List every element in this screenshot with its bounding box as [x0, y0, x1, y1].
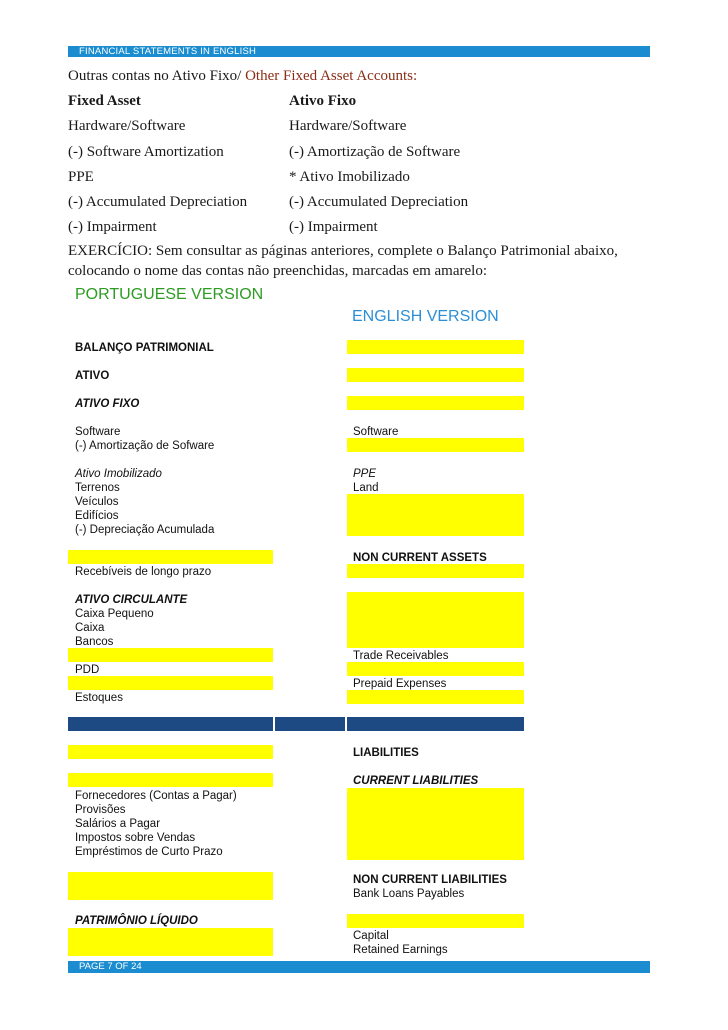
pt-account: PATRIMÔNIO LÍQUIDO: [75, 915, 198, 927]
pt-account: PDD: [75, 664, 100, 676]
blank-field[interactable]: [347, 662, 524, 676]
header-bar: [68, 46, 650, 57]
blank-field[interactable]: [68, 676, 273, 690]
glossary-row-pt: (-) Accumulated Depreciation: [289, 194, 469, 210]
blank-field[interactable]: [347, 788, 524, 860]
blank-field[interactable]: [347, 690, 524, 704]
pt-account: Edifícios: [75, 510, 119, 522]
divider-band: [68, 717, 273, 731]
pt-account: Empréstimos de Curto Prazo: [75, 846, 223, 858]
en-account: LIABILITIES: [353, 747, 419, 759]
glossary-row-en: (-) Accumulated Depreciation: [68, 194, 248, 210]
pt-account: ATIVO: [75, 370, 110, 382]
divider-band: [275, 717, 345, 731]
blank-field[interactable]: [347, 564, 524, 578]
blank-field[interactable]: [347, 396, 524, 410]
footer-bar: [68, 961, 650, 973]
blank-field[interactable]: [68, 928, 273, 956]
glossary-row-en: PPE: [68, 169, 94, 185]
glossary-header-en: Fixed Asset: [68, 93, 141, 109]
pt-account: Bancos: [75, 636, 114, 648]
blank-field[interactable]: [347, 494, 524, 536]
pt-account: Provisões: [75, 804, 126, 816]
page-number: PAGE 7 OF 24: [79, 961, 142, 972]
intro-line: [68, 68, 417, 85]
divider-band: [347, 717, 524, 731]
blank-field[interactable]: [68, 872, 273, 900]
intro-en: Other Fixed Asset Accounts:: [245, 68, 418, 84]
en-account: Bank Loans Payables: [353, 888, 465, 900]
en-account: Capital: [353, 930, 389, 942]
glossary-header-pt: Ativo Fixo: [289, 93, 357, 109]
glossary-row-en: (-) Impairment: [68, 219, 157, 235]
blank-field[interactable]: [68, 745, 273, 759]
pt-account: Recebíveis de longo prazo: [75, 566, 212, 578]
en-account: CURRENT LIABILITIES: [353, 775, 479, 787]
pt-account: (-) Amortização de Sofware: [75, 440, 215, 452]
pt-account: ATIVO FIXO: [75, 398, 140, 410]
glossary-row-pt: (-) Impairment: [289, 219, 378, 235]
glossary-row-en: Hardware/Software: [68, 118, 186, 134]
blank-field[interactable]: [347, 368, 524, 382]
pt-account: Estoques: [75, 692, 123, 704]
blank-field[interactable]: [68, 773, 273, 787]
en-account: PPE: [353, 468, 377, 480]
pt-account: Salários a Pagar: [75, 818, 161, 830]
blank-field[interactable]: [68, 648, 273, 662]
glossary-row-pt: Hardware/Software: [289, 118, 407, 134]
blank-field[interactable]: [347, 592, 524, 648]
pt-account: (-) Depreciação Acumulada: [75, 524, 215, 536]
blank-field[interactable]: [68, 550, 273, 564]
pt-account: Impostos sobre Vendas: [75, 832, 196, 844]
glossary-row-en: (-) Software Amortization: [68, 144, 224, 160]
en-version-heading: ENGLISH VERSION: [352, 308, 499, 325]
pt-version-heading: PORTUGUESE VERSION: [75, 286, 264, 303]
en-account: Land: [353, 482, 379, 494]
en-account: Prepaid Expenses: [353, 678, 447, 690]
en-account: Trade Receivables: [353, 650, 449, 662]
blank-field[interactable]: [347, 438, 524, 452]
pt-account: Ativo Imobilizado: [75, 468, 162, 480]
en-account: NON CURRENT LIABILITIES: [353, 874, 507, 886]
pt-account: Caixa: [75, 622, 105, 634]
exercise-instructions: EXERCÍCIO: Sem consultar as páginas anteriores, complete o Balanço Patrimonial abaixo, colocando o nome das contas não preenchidas, marcadas em amarelo:: [68, 243, 618, 279]
glossary-row-pt: (-) Amortização de Software: [289, 144, 461, 160]
pt-account: Veículos: [75, 496, 119, 508]
pt-account: BALANÇO PATRIMONIAL: [75, 342, 214, 354]
pt-account: Terrenos: [75, 482, 120, 494]
header-title: FINANCIAL STATEMENTS IN ENGLISH: [79, 46, 257, 57]
pt-account: Caixa Pequeno: [75, 608, 154, 620]
blank-field[interactable]: [347, 340, 524, 354]
blank-field[interactable]: [347, 914, 524, 928]
pt-account: ATIVO CIRCULANTE: [75, 594, 188, 606]
en-account: Software: [353, 426, 399, 438]
pt-account: Fornecedores (Contas a Pagar): [75, 790, 237, 802]
en-account: NON CURRENT ASSETS: [353, 552, 487, 564]
glossary-row-pt: * Ativo Imobilizado: [289, 169, 410, 185]
intro-pt: Outras contas no Ativo Fixo/: [68, 68, 246, 84]
pt-account: Software: [75, 426, 121, 438]
en-account: Retained Earnings: [353, 944, 448, 956]
